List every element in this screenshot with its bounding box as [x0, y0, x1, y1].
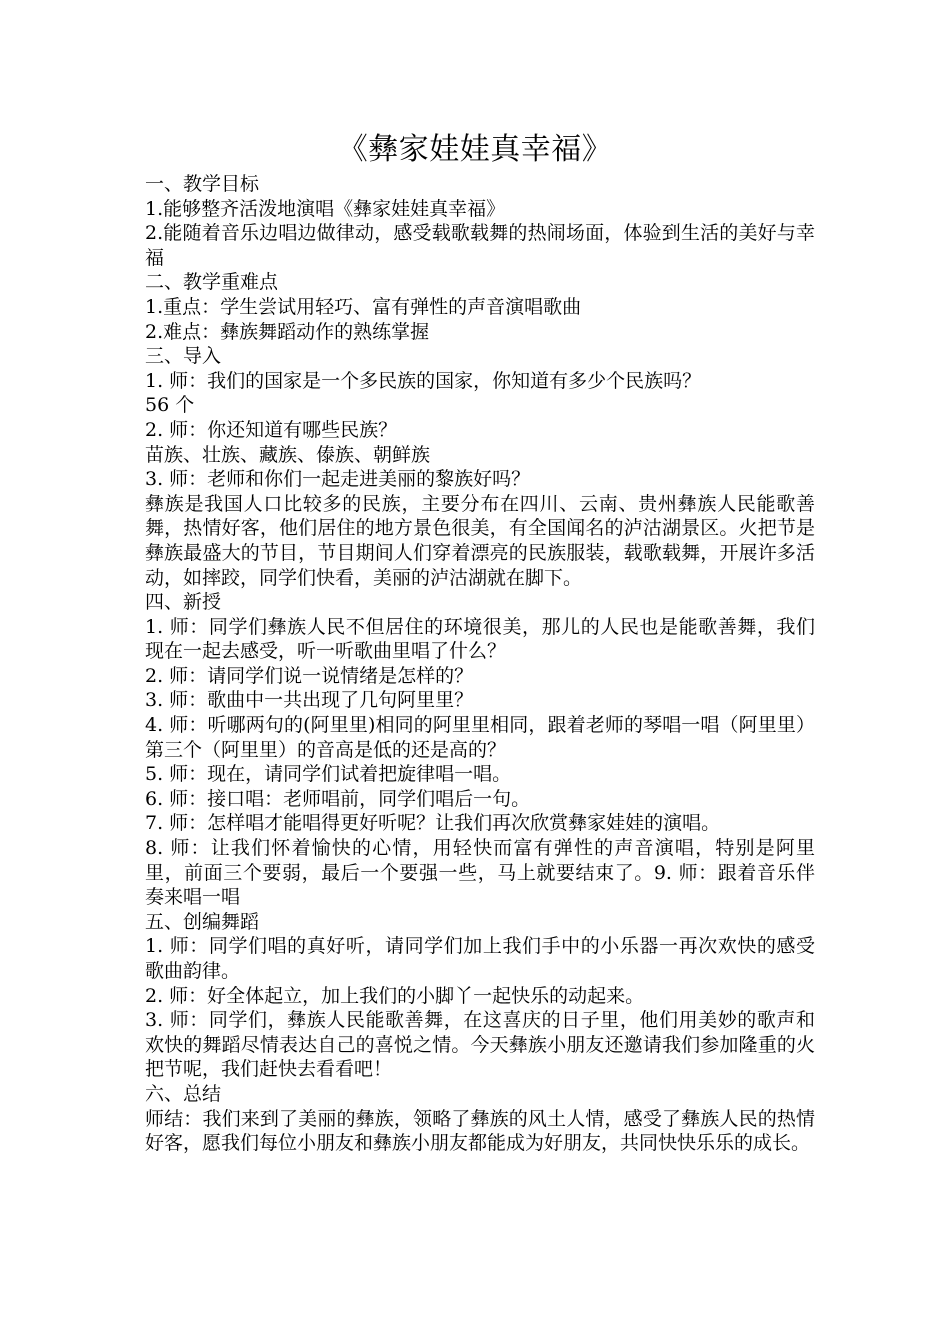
paragraph: 2. 师：好全体起立，加上我们的小脚丫一起快乐的动起来。 — [145, 984, 645, 1007]
paragraph: 彝族是我国人口比较多的民族，主要分布在四川、云南、贵州彝族人民能歌善舞，热情好客，他们居住的地方景色很美，有全国闻名的泸沽湖景区。火把节是彝族最盛大的节目，节目期间人们穿着漂亮的民族服装，载歌载舞，开展许多活动，如摔跤，同学们快看，美丽的泸沽湖就在脚下。 — [145, 492, 815, 589]
paragraph: 1. 师：我们的国家是一个多民族的国家，你知道有多少个民族吗？ — [145, 369, 702, 392]
paragraph: 6. 师：接口唱：老师唱前，同学们唱后一句。 — [145, 787, 531, 810]
paragraph: 7. 师：怎样唱才能唱得更好听呢？让我们再次欣赏彝家娃娃的演唱。 — [145, 812, 721, 835]
section-heading-key-points: 二、教学重难点 — [145, 271, 279, 294]
paragraph: 1. 师：同学们唱的真好听，请同学们加上我们手中的小乐器一再次欢快的感受歌曲韵律。 — [145, 935, 815, 982]
paragraph: 3. 师：同学们，彝族人民能歌善舞，在这喜庆的日子里，他们用美妙的歌声和欢快的舞蹈尽情表达自己的喜悦之情。今天彝族小朋友还邀请我们参加隆重的火把节呢，我们赶快去看看吧！ — [145, 1009, 815, 1081]
paragraph: 苗族、壮族、藏族、傣族、朝鲜族 — [145, 443, 431, 466]
paragraph: 5. 师：现在，请同学们试着把旋律唱一唱。 — [145, 763, 512, 786]
document-title: 《彝家娃娃真幸福》 — [337, 132, 613, 167]
section-heading-goals: 一、教学目标 — [145, 173, 260, 195]
paragraph: 4. 师：听哪两句的(阿里里)相同的阿里里相同，跟着老师的琴唱一唱（阿里里）第三个（阿里里）的音高是低的还是高的？ — [145, 714, 815, 761]
paragraph: 8. 师：让我们怀着愉快的心情，用轻快而富有弹性的声音演唱，特别是阿里里，前面三个要弱，最后一个要强一些，马上就要结束了。9. 师：跟着音乐伴奏来唱一唱 — [145, 837, 815, 909]
paragraph: 2.难点：彝族舞蹈动作的熟练掌握 — [145, 320, 430, 343]
section-heading-new-lesson: 四、新授 — [145, 591, 222, 614]
paragraph: 1. 师：同学们彝族人民不但居住的环境很美，那儿的人民也是能歌善舞，我们现在一起去感受，听一听歌曲里唱了什么？ — [145, 615, 815, 663]
section-heading-summary: 六、总结 — [145, 1082, 222, 1105]
paragraph: 3. 师：歌曲中一共出现了几句阿里里？ — [145, 689, 474, 712]
paragraph: 1.重点：学生尝试用轻巧、富有弹性的声音演唱歌曲 — [145, 295, 582, 318]
paragraph: 56 个 — [145, 394, 195, 417]
document-body — [145, 172, 815, 1156]
paragraph: 3. 师：老师和你们一起走进美丽的黎族好吗？ — [145, 468, 531, 491]
paragraph: 2.能随着音乐边唱边做律动，感受载歌载舞的热闹场面，体验到生活的美好与幸福 — [145, 222, 815, 269]
section-heading-dance: 五、创编舞蹈 — [145, 910, 260, 933]
paragraph: 1.能够整齐活泼地演唱《彝家娃娃真幸福》 — [145, 197, 506, 220]
paragraph: 2. 师：请同学们说一说情绪是怎样的？ — [145, 664, 474, 687]
paragraph: 师结：我们来到了美丽的彝族，领略了彝族的风土人情，感受了彝族人民的热情好客，愿我们每位小朋友和彝族小朋友都能成为好朋友，共同快快乐乐的成长。 — [145, 1107, 815, 1155]
section-heading-intro: 三、导入 — [145, 345, 222, 368]
paragraph: 2. 师：你还知道有哪些民族？ — [145, 418, 398, 441]
